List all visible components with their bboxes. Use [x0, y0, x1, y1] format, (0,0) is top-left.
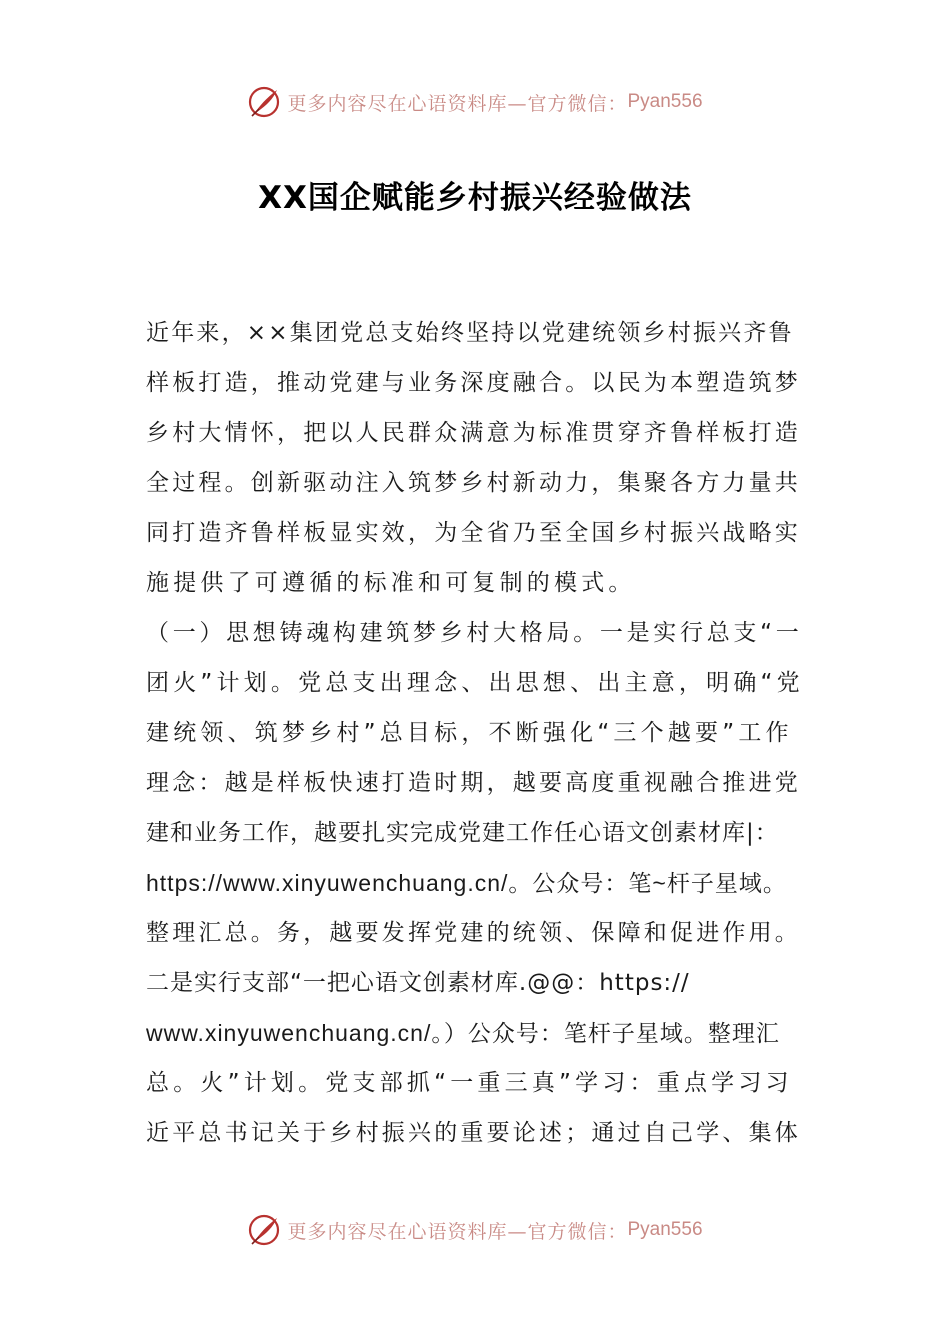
banner-text: 更多内容尽在心语资料库—官方微信：: [287, 92, 628, 115]
text-line: 乡村大情怀，把以人民群众满意为标准贯穿齐鲁样板打造: [146, 420, 801, 446]
footer-watermark-banner: [0, 1210, 950, 1250]
text-line: 建和业务工作，越要扎实完成党建工作任心语文创素材库|：: [146, 820, 779, 846]
text-line-url: www.xinyuwenchuang.cn/。）公众号：笔杆子星域。整理汇: [146, 1020, 780, 1046]
text-line: 整理汇总。务，越要发挥党建的统领、保障和促进作用。: [146, 920, 801, 946]
quill-pen-logo-icon: [247, 1213, 281, 1247]
banner-wechat-id: Pyan556: [627, 91, 703, 112]
text-line: 理念：越是样板快速打造时期，越要高度重视融合推进党: [146, 770, 801, 796]
text-line-url: https://www.xinyuwenchuang.cn/。公众号：笔~杆子星域。: [146, 870, 787, 896]
document-body: [146, 308, 806, 1158]
header-watermark-banner: [0, 82, 950, 122]
text-line: 全过程。创新驱动注入筑梦乡村新动力，集聚各方力量共: [146, 470, 801, 496]
text-line: 建统领、筑梦乡村”总目标，不断强化“三个越要”工作: [146, 720, 793, 746]
text-line: （一）思想铸魂构建筑梦乡村大格局。一是实行总支“一: [146, 620, 803, 646]
text-line: 团火”计划。党总支出理念、出思想、出主意，明确“党: [146, 670, 804, 696]
text-line: 近平总书记关于乡村振兴的重要论述；通过自己学、集体: [146, 1120, 801, 1146]
document-title: XX国企赋能乡村振兴经验做法: [258, 180, 692, 216]
quill-pen-logo-icon: [247, 85, 281, 119]
text-line: 近年来，××集团党总支始终坚持以党建统领乡村振兴齐鲁: [146, 320, 794, 346]
banner-wechat-id: Pyan556: [627, 1219, 703, 1240]
text-line: 同打造齐鲁样板显实效，为全省乃至全国乡村振兴战略实: [146, 520, 801, 546]
text-line: 样板打造，推动党建与业务深度融合。以民为本塑造筑梦: [146, 370, 801, 396]
text-line: 总。火”计划。党支部抓“一重三真”学习：重点学习习: [146, 1070, 793, 1096]
banner-text: 更多内容尽在心语资料库—官方微信：: [287, 1220, 628, 1243]
text-line: 二是实行支部“一把心语文创素材库.@@：https://: [146, 970, 690, 996]
text-line: 施提供了可遵循的标准和可复制的模式。: [146, 570, 636, 596]
